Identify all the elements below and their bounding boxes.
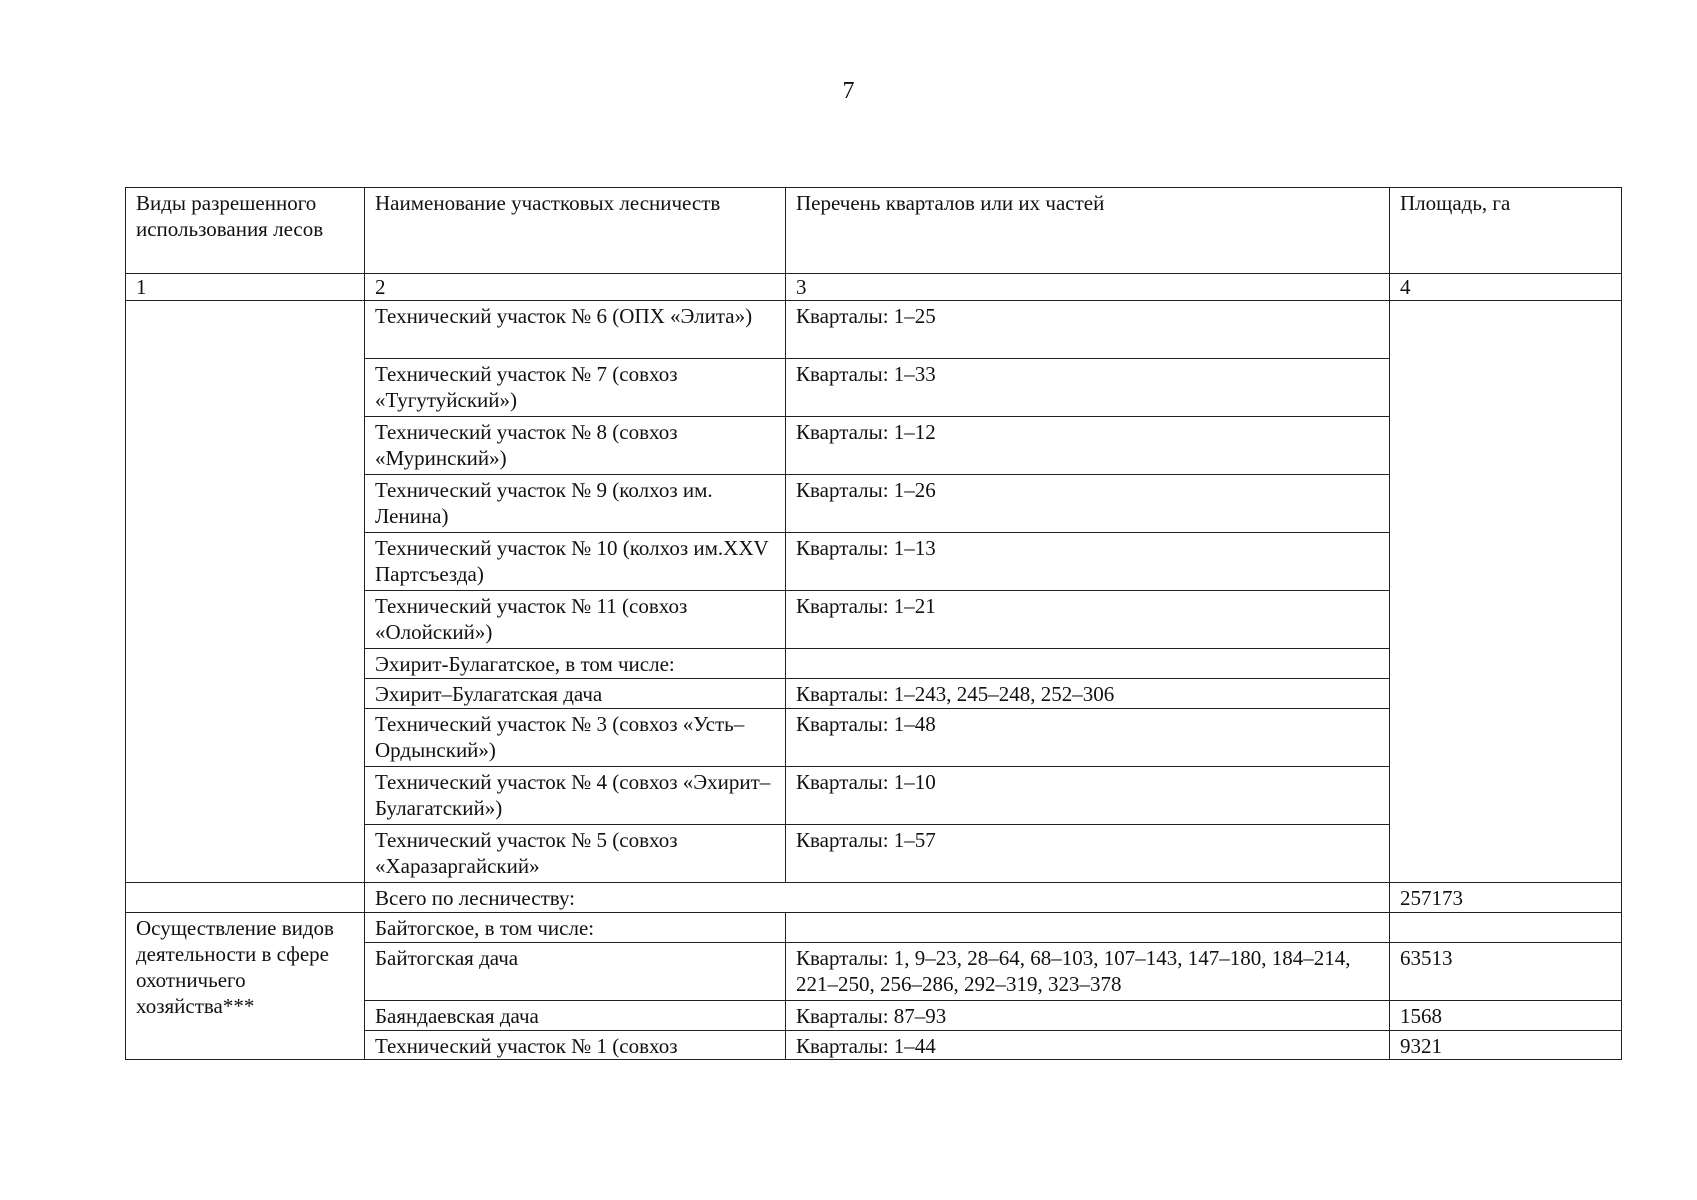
quarters-cell: Кварталы: 1–33	[786, 359, 1390, 417]
forestry-name-cell: Технический участок № 5 (совхоз «Харазаргайский»	[365, 825, 786, 883]
column-number: 3	[786, 274, 1390, 301]
quarters-cell: Кварталы: 1–10	[786, 767, 1390, 825]
area-cell: 1568	[1390, 1001, 1622, 1031]
area-cell-empty	[1390, 301, 1622, 883]
quarters-cell: Кварталы: 1–26	[786, 475, 1390, 533]
forestry-name-cell: Технический участок № 11 (совхоз «Олойский»)	[365, 591, 786, 649]
quarters-cell	[786, 913, 1390, 943]
forestry-name-cell: Технический участок № 10 (колхоз им.XXV Партсъезда)	[365, 533, 786, 591]
area-cell: 63513	[1390, 943, 1622, 1001]
table-row	[126, 913, 1622, 943]
forestry-name-cell: Баяндаевская дача	[365, 1001, 786, 1031]
forestry-name-cell: Технический участок № 1 (совхоз	[365, 1031, 786, 1060]
header-row	[126, 188, 1622, 274]
forest-use-table	[125, 187, 1622, 1060]
total-row	[126, 883, 1622, 913]
quarters-cell: Кварталы: 1–44	[786, 1031, 1390, 1060]
header-area: Площадь, га	[1390, 188, 1622, 274]
column-number-row	[126, 274, 1622, 301]
quarters-cell: Кварталы: 1–57	[786, 825, 1390, 883]
area-cell	[1390, 913, 1622, 943]
header-use-type: Виды разрешенного использования лесов	[126, 188, 365, 274]
forestry-name-cell: Технический участок № 9 (колхоз им. Ленина)	[365, 475, 786, 533]
forestry-name-cell: Эхирит-Булагатское, в том числе:	[365, 649, 786, 679]
quarters-cell: Кварталы: 1–25	[786, 301, 1390, 359]
area-cell: 9321	[1390, 1031, 1622, 1060]
column-number: 4	[1390, 274, 1622, 301]
forestry-name-cell: Технический участок № 6 (ОПХ «Элита»)	[365, 301, 786, 359]
total-label: Всего по лесничеству:	[365, 883, 1390, 913]
forestry-name-cell: Технический участок № 7 (совхоз «Тугутуйский»)	[365, 359, 786, 417]
forestry-name-cell: Байтогское, в том числе:	[365, 913, 786, 943]
use-type-cell-empty	[126, 883, 365, 913]
forestry-name-cell: Эхирит–Булагатская дача	[365, 679, 786, 709]
table-row	[126, 301, 1622, 359]
quarters-cell: Кварталы: 1–243, 245–248, 252–306	[786, 679, 1390, 709]
use-type-cell-empty	[126, 301, 365, 883]
quarters-cell: Кварталы: 1–12	[786, 417, 1390, 475]
quarters-cell: Кварталы: 1–13	[786, 533, 1390, 591]
page-number: 7	[842, 78, 855, 104]
quarters-cell	[786, 649, 1390, 679]
forestry-name-cell: Технический участок № 4 (совхоз «Эхирит–Булагатский»)	[365, 767, 786, 825]
header-quarters-list: Перечень кварталов или их частей	[786, 188, 1390, 274]
column-number: 1	[126, 274, 365, 301]
header-forestry-name: Наименование участковых лесничеств	[365, 188, 786, 274]
use-type-cell: Осуществление видов деятельности в сфере охотничьего хозяйства***	[126, 913, 365, 1060]
forestry-name-cell: Байтогская дача	[365, 943, 786, 1001]
column-number: 2	[365, 274, 786, 301]
quarters-cell: Кварталы: 1–48	[786, 709, 1390, 767]
total-area: 257173	[1390, 883, 1622, 913]
quarters-cell: Кварталы: 87–93	[786, 1001, 1390, 1031]
forestry-name-cell: Технический участок № 3 (совхоз «Усть–Ордынский»)	[365, 709, 786, 767]
quarters-cell: Кварталы: 1–21	[786, 591, 1390, 649]
quarters-cell: Кварталы: 1, 9–23, 28–64, 68–103, 107–143, 147–180, 184–214, 221–250, 256–286, 292–319, 323–378	[786, 943, 1390, 1001]
forestry-name-cell: Технический участок № 8 (совхоз «Муринский»)	[365, 417, 786, 475]
